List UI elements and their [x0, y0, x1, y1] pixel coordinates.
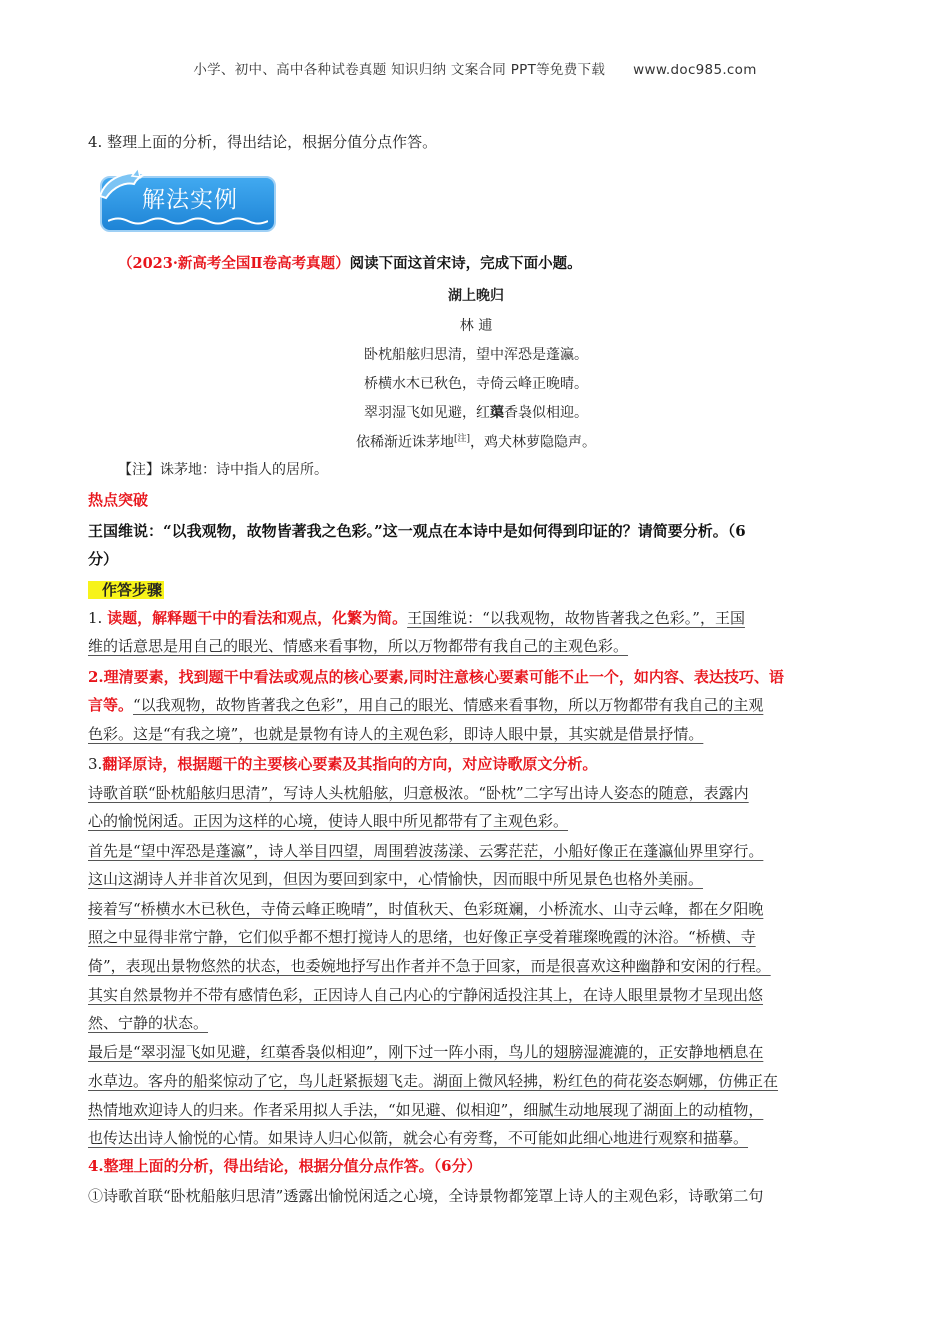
step1-line-2: 维的话意思是用自己的眼光、情感来看事物，所以万物都带有我自己的主观色彩。: [88, 637, 629, 655]
step3-line: 照之中显得非常宁静，它们似乎都不想打搅诗人的思绪，也好像正享受着璀璨晚霞的沐浴。“桥横、寺: [88, 928, 756, 946]
step3-num: 3.: [88, 755, 103, 773]
step3-line: 然、宁静的状态。: [88, 1014, 209, 1032]
step2-bold-2: 言等。: [88, 696, 134, 714]
question-intro: [118, 250, 894, 278]
step3-line: 心的愉悦闲适。正因为这样的心境，使诗人眼中所见都带有了主观色彩。: [88, 812, 569, 830]
step3-line: 也传达出诗人愉悦的心情。如果诗人归心似箭，就会心有旁骛，不可能如此细心地进行观察和描摹。: [88, 1129, 749, 1147]
hotspot-question-1: 王国维说：“以我观物，故物皆著我之色彩。”这一观点在本诗中是如何得到印证的？请简要分析。（6: [88, 522, 746, 540]
page-header: [0, 58, 950, 78]
step2-line-2: [88, 691, 864, 719]
step4-answer-1: ①诗歌首联“卧枕船舷归思清”透露出愉悦闲适之心境，全诗景物都笼罩上诗人的主观色彩，诗歌第二句: [88, 1187, 764, 1205]
step1-text-1: 王国维说：“以我观物，故物皆著我之色彩。”，王国: [407, 609, 745, 627]
poem-line-2: 桥横水木已秋色，寺倚云峰正晚晴。: [364, 376, 588, 392]
steps-label: 作答步骤: [88, 581, 164, 599]
step3-line: 接着写“桥横水木已秋色，寺倚云峰正晚晴”，时值秋天、色彩斑斓，小桥流水、山寺云峰，都在夕阳晚: [88, 900, 764, 918]
step3-line: 其实自然景物并不带有感情色彩，正因诗人自己内心的宁静闲适投注其上，在诗人眼里景物才呈现出悠: [88, 986, 764, 1004]
poem-line-3a: 翠羽湿飞如见避，红: [364, 405, 490, 421]
poem-note: 【注】诛茅地：诗中指人的居所。: [118, 462, 328, 478]
step2-line-3: 色彩。这是“有我之境”，也就是景物有诗人的主观色彩，即诗人眼中景，其实就是借景抒情。: [88, 725, 704, 743]
poem-line-3: [88, 402, 864, 422]
step2-text-2: “以我观物，故物皆著我之色彩”，用自己的眼光、情感来看事物，所以万物都带有我自己的主观: [133, 696, 764, 714]
question-source: （2023·新高考全国Ⅱ卷高考真题）: [118, 255, 350, 272]
step3-line: 这山这湖诗人并非首次见到，但因为要回到家中，心情愉快，因而眼中所见景色也格外美丽。: [88, 870, 704, 888]
method-banner: [96, 166, 281, 238]
step3-bold: 翻译原诗，根据题干的主要核心要素及其指向的方向，对应诗歌原文分析。: [102, 755, 598, 773]
header-text: 小学、初中、高中各种试卷真题 知识归纳 文案合同 PPT等免费下载: [193, 62, 606, 78]
wave-icon: [108, 216, 268, 226]
poem-line-3b: 香袅似相迎。: [504, 405, 588, 421]
poem-title: 湖上晚归: [448, 288, 504, 304]
poem-bold-char: 蕖: [490, 405, 504, 421]
step3-line: 最后是“翠羽湿飞如见避，红蕖香袅似相迎”，刚下过一阵小雨，鸟儿的翅膀湿漉漉的，正安静地栖息在: [88, 1043, 764, 1061]
poem-line-4a: 依稀渐近诛茅地: [355, 434, 454, 451]
question-instruction: 阅读下面这首宋诗，完成下面小题。: [349, 255, 582, 272]
poem-line-4: [88, 431, 864, 452]
step1-line-1: [88, 604, 864, 632]
steps-label-row: [88, 576, 864, 604]
poem-line-4b: ，鸡犬林萝隐隐声。: [470, 434, 597, 451]
step1-num: 1.: [88, 609, 103, 627]
step3-line: 首先是“望中浑恐是蓬瀛”，诗人举目四望，周围碧波荡漾、云雾茫茫，小船好像正在蓬瀛仙界里穿行。: [88, 842, 764, 860]
step3-line: 热情地欢迎诗人的归来。作者采用拟人手法，“如见避、似相迎”，细腻生动地展现了湖面上的动植物，: [88, 1101, 764, 1119]
step4-intro: 4. 整理上面的分析，得出结论，根据分值分点作答。: [88, 133, 438, 151]
step1-bold: 读题，解释题干中的看法和观点，化繁为简。: [107, 609, 408, 627]
poem-note-mark: [注]: [453, 434, 471, 444]
poem-line-1: 卧枕船舷归思清，望中浑恐是蓬瀛。: [364, 347, 588, 363]
step3-heading: [88, 750, 864, 778]
step4-heading: 4.整理上面的分析，得出结论，根据分值分点作答。（6分）: [88, 1157, 482, 1175]
banner-label: 解法实例: [142, 187, 238, 213]
hotspot-label: 热点突破: [88, 491, 149, 509]
step2-line-1: 2.理清要素，找到题干中看法或观点的核心要素,同时注意核心要素可能不止一个，如内容、表达技巧、语: [88, 668, 784, 686]
step3-line: 水草边。客舟的船桨惊动了它，鸟儿赶紧振翅飞走。湖面上微风轻拂，粉红色的荷花姿态婀娜，仿佛正在: [88, 1072, 779, 1090]
poem-author: 林 逋: [459, 318, 493, 334]
step3-line: 诗歌首联“卧枕船舷归思清”，写诗人头枕船舷，归意极浓。“卧枕”二字写出诗人姿态的随意，表露内: [88, 784, 749, 802]
header-site[interactable]: www.doc985.com: [633, 62, 757, 78]
hotspot-question-2: 分）: [88, 550, 119, 568]
step3-line: 倚”，表现出景物悠然的状态，也委婉地抒写出作者并不急于回家，而是很喜欢这种幽静和安闲的行程。: [88, 957, 771, 975]
